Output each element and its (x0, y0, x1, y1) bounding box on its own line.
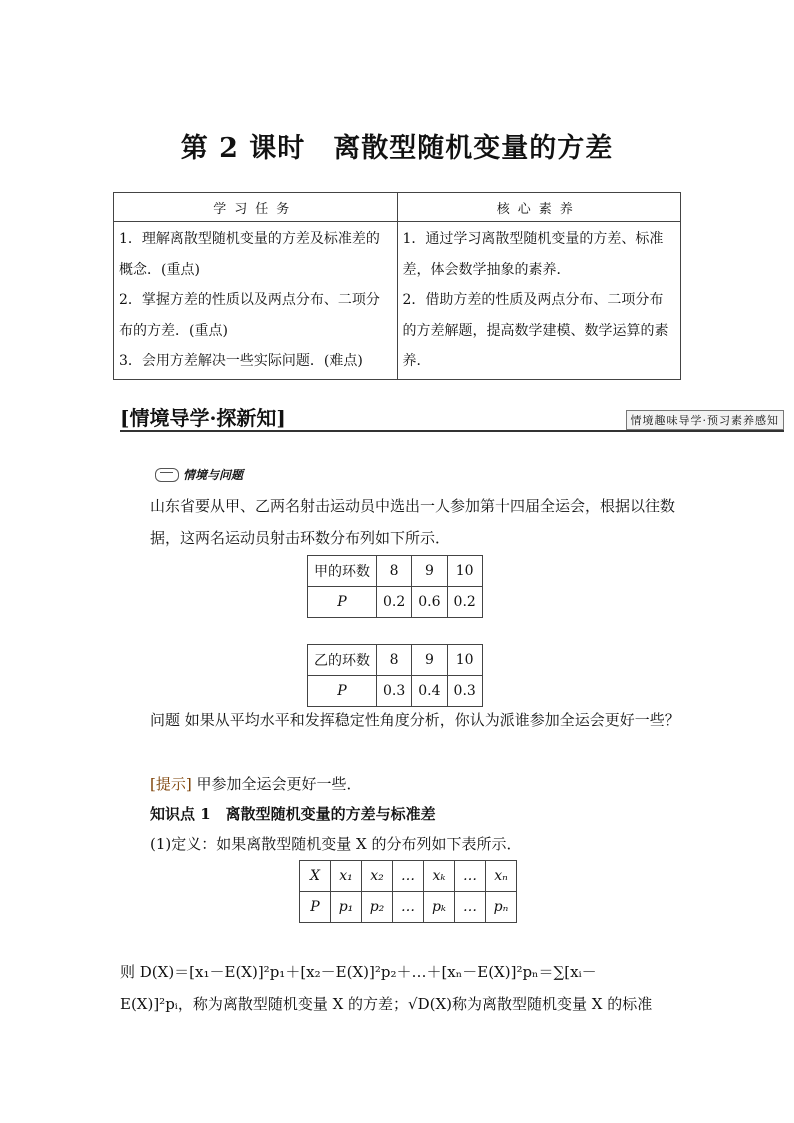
variance-formula (120, 956, 680, 1020)
formula-line-2: E(X)]²pᵢ，称为离散型随机变量 X 的方差；√D(X)称为离散型随机变量 X 的标准 (120, 995, 653, 1013)
table-cell: pₙ (486, 892, 517, 923)
scene-label (155, 466, 243, 483)
table-cell: 0.3 (377, 676, 412, 707)
table-cell: P (308, 587, 377, 618)
table-cell: xₖ (424, 861, 455, 892)
table-cell: xₙ (486, 861, 517, 892)
formula-line-1: 则 D(X)＝[x₁－E(X)]²p₁＋[x₂－E(X)]²p₂＋…＋[xₙ－E(X)]²pₙ＝∑[xᵢ－ (120, 963, 597, 981)
table-cell: 乙的环数 (308, 645, 377, 676)
table-cell: P (300, 892, 331, 923)
knowledge-title: 知识点 1 离散型随机变量的方差与标准差 (150, 805, 436, 823)
lightbulb-icon (155, 468, 179, 482)
table-cell: X (300, 861, 331, 892)
table-cell: … (455, 892, 486, 923)
goals-header-tasks: 学习任务 (114, 193, 398, 222)
table-cell: p₂ (362, 892, 393, 923)
question-paragraph (120, 704, 680, 736)
literacy-item: 1．通过学习离散型随机变量的方差、标准差，体会数学抽象的素养． (402, 231, 664, 278)
table-cell: 8 (377, 645, 412, 676)
goals-header-literacy: 核心素养 (397, 193, 681, 222)
general-distribution-table (299, 860, 517, 923)
table-cell: 0.4 (412, 676, 447, 707)
knowledge-paragraph (120, 798, 680, 830)
task-item: 2．掌握方差的性质以及两点分布、二项分布的方差．(重点) (119, 292, 380, 339)
table-cell: 0.2 (377, 587, 412, 618)
goals-tasks-cell (114, 222, 398, 380)
table-cell: pₖ (424, 892, 455, 923)
distribution-table-jia (307, 555, 483, 618)
section-divider (120, 430, 784, 432)
table-cell: 8 (377, 556, 412, 587)
table-cell: … (393, 892, 424, 923)
literacy-item: 2．借助方差的性质及两点分布、二项分布的方差解题，提高数学建模、数学运算的素养． (402, 292, 669, 369)
table-cell: 甲的环数 (308, 556, 377, 587)
goals-table (113, 192, 681, 380)
goals-literacy-cell (397, 222, 681, 380)
table-cell: 10 (447, 556, 482, 587)
section-heading: [情境导学·探新知] (120, 406, 286, 430)
hint-label: [提示] (150, 775, 192, 793)
distribution-table-yi (307, 644, 483, 707)
question-text: 问题 如果从平均水平和发挥稳定性角度分析，你认为派谁参加全运会更好一些？ (150, 711, 680, 729)
table-cell: x₂ (362, 861, 393, 892)
definition-text: (1)定义：如果离散型随机变量 X 的分布列如下表所示． (150, 835, 522, 853)
table-cell: 0.6 (412, 587, 447, 618)
section-tag: 情境趣味导学·预习素养感知 (626, 410, 785, 430)
table-cell: 9 (412, 645, 447, 676)
table-cell: P (308, 676, 377, 707)
table-cell: 9 (412, 556, 447, 587)
task-item: 1．理解离散型随机变量的方差及标准差的概念．(重点) (119, 231, 380, 278)
hint-paragraph (120, 768, 680, 800)
table-cell: … (393, 861, 424, 892)
table-cell: p₁ (331, 892, 362, 923)
intro-paragraph (120, 490, 680, 554)
hint-text: 甲参加全运会更好一些． (196, 775, 362, 793)
table-cell: 10 (447, 645, 482, 676)
table-cell: 0.2 (447, 587, 482, 618)
page-title: 第 2 课时 离散型随机变量的方差 (180, 133, 614, 164)
task-item: 3．会用方差解决一些实际问题．(难点) (119, 353, 363, 369)
table-cell: x₁ (331, 861, 362, 892)
table-cell: 0.3 (447, 676, 482, 707)
intro-text: 山东省要从甲、乙两名射击运动员中选出一人参加第十四届全运会，根据以往数据，这两名运动员射击环数分布列如下所示． (150, 497, 676, 547)
table-cell: … (455, 861, 486, 892)
scene-label-text: 情境与问题 (183, 468, 244, 482)
definition-paragraph (120, 828, 680, 860)
